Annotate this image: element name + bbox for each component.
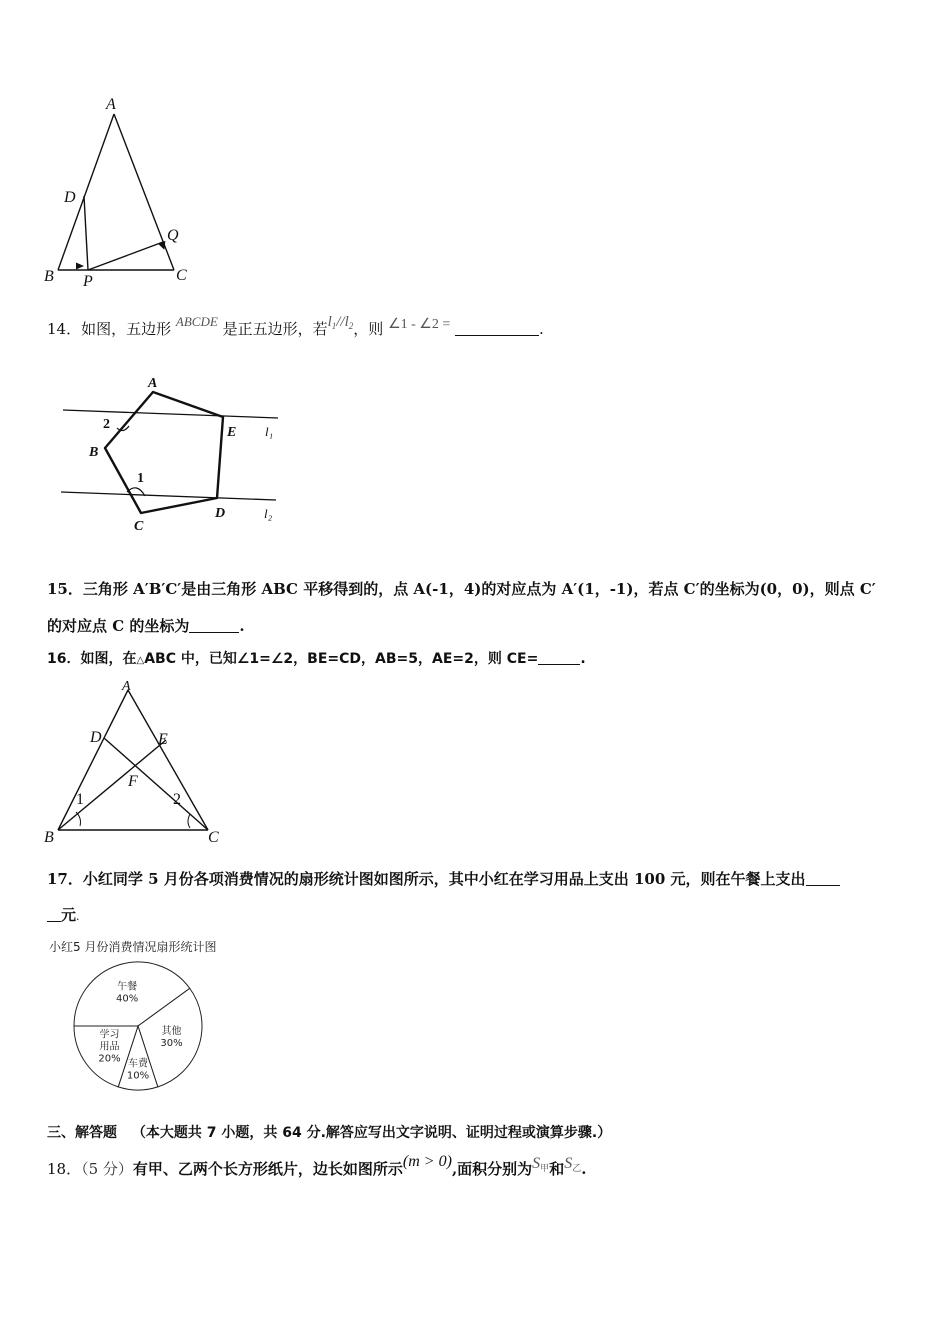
label-c: C [176, 267, 187, 284]
section-3-heading [47, 1122, 611, 1144]
label-b: B [89, 445, 99, 460]
answer-blank[interactable] [455, 321, 539, 336]
question-17-line-2: 元. [47, 904, 80, 928]
figure-triangle-dpq [40, 92, 200, 292]
math-s-yi: $S_乙$ [564, 1155, 582, 1173]
label-l2: l₂ [264, 506, 273, 521]
question-14: 14．如图，五边形 ABCDE 是正五边形，若$l_1//l_2$，则 ∠1 - ∠2 = . [47, 314, 544, 338]
question-text: 是正五边形，若 [222, 320, 328, 338]
question-text: 如图，五边形 [81, 320, 172, 338]
segment-dp [84, 196, 88, 270]
label-b: B [44, 268, 54, 285]
math-s-jia: $S_甲$ [532, 1155, 550, 1173]
question-17-line-1: 17．小红同学 5 月份各项消费情况的扇形统计图如图所示，其中小红在学习用品上支出 100 元，则在午餐上支出 [47, 868, 840, 890]
line-l1 [63, 410, 278, 418]
label-c: C [134, 519, 144, 534]
chart-title: 小红5 月份消费情况扇形统计图 [49, 940, 217, 954]
figure-pentagon [55, 370, 295, 540]
figure-triangle-bedc [40, 676, 230, 848]
line-l2 [61, 492, 276, 500]
math-parallel-lines: $l_1//l_2$ [327, 314, 354, 331]
label-angle-1: 1 [137, 471, 144, 486]
math-pentagon-name: ABCDE [175, 314, 218, 329]
question-18: 18．（5 分）有甲、乙两个长方形纸片，边长如图所示(m > 0),面积分别为$S_甲$和$S_乙$. [47, 1153, 587, 1178]
label-angle-2: 2 [173, 791, 181, 808]
angle-2-arc [188, 814, 190, 828]
segment-ac [114, 114, 174, 270]
answer-blank[interactable] [189, 618, 239, 633]
label-b: B [44, 829, 54, 846]
pie-category-label: 学习 [99, 1029, 120, 1041]
math-condition: (m > 0) [402, 1153, 452, 1170]
pie-category-label: 用品 [99, 1041, 120, 1053]
label-a: A [122, 679, 131, 694]
label-l1: l₁ [265, 424, 274, 439]
answer-blank[interactable] [806, 871, 840, 886]
section-title: 三、解答题 [47, 1125, 117, 1141]
answer-blank[interactable] [538, 650, 580, 665]
label-q: Q [167, 227, 179, 244]
pie-category-label: 车费 [128, 1058, 148, 1070]
segment-ab [58, 690, 128, 830]
label-angle-2: 2 [103, 417, 110, 432]
math-angle-expression: ∠1 - ∠2 = [388, 317, 451, 332]
label-angle-1: 1 [76, 791, 84, 808]
pie-percent-label: 10% [126, 1070, 150, 1082]
label-c: C [208, 829, 219, 846]
question-15-line-1: 15．三角形 A′B′C′是由三角形 ABC 平移得到的，点 A(-1，4)的对应点为 A′(1，-1)，若点 C′的坐标为(0，0)，则点 C′ [47, 580, 876, 598]
segment-be [58, 740, 166, 830]
segment-cd [104, 738, 208, 830]
section-description: （本大题共 7 小题，共 64 分.解答应写出文字说明、证明过程或演算步骤.） [131, 1125, 612, 1141]
label-d: D [64, 189, 76, 206]
question-15-line-2: 的对应点 C 的坐标为 . [47, 617, 245, 635]
question-text: ，则 [353, 320, 384, 338]
pie-percent-label: 30% [160, 1037, 183, 1049]
question-number: 14． [47, 320, 82, 338]
segment-ac [128, 690, 208, 830]
label-a: A [148, 376, 158, 391]
pie-category-label: 午餐 [117, 981, 138, 993]
pie-percent-label: 20% [98, 1053, 121, 1065]
pie-chart [70, 955, 220, 1095]
segment-pq [88, 242, 163, 270]
label-p: P [83, 273, 93, 290]
label-a: A [106, 96, 116, 113]
label-e: E [227, 425, 237, 440]
pie-percent-label: 40% [116, 993, 139, 1005]
arrow-p-icon [76, 263, 84, 270]
pie-category-label: 其他 [161, 1025, 182, 1037]
label-d: D [215, 506, 226, 521]
label-d: D [90, 729, 102, 746]
question-16: 16．如图，在△ABC 中，已知∠1=∠2，BE=CD，AB=5，AE=2，则 CE= . [47, 651, 586, 667]
answer-blank-continued[interactable] [47, 907, 61, 922]
label-f: F [128, 773, 138, 790]
label-e: E [158, 731, 168, 748]
